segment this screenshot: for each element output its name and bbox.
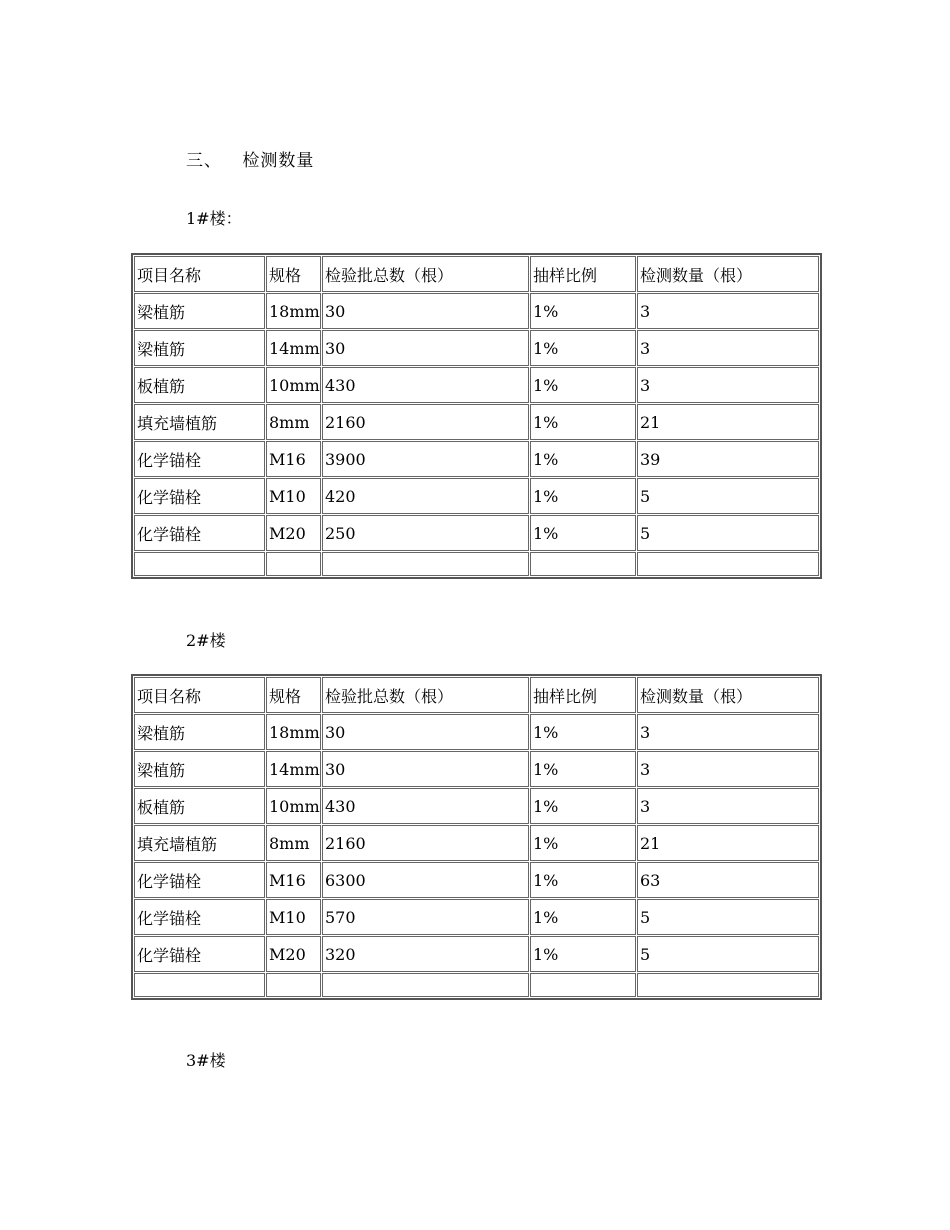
header-cell: 检验批总数（根） — [322, 256, 529, 292]
table-row — [134, 936, 819, 972]
table-cell: 3 — [637, 330, 819, 366]
section-title: 检测数量 — [242, 151, 315, 171]
table-cell: M16 — [266, 441, 321, 477]
header-cell: 规格 — [266, 256, 321, 292]
table-cell: 板植筋 — [134, 788, 265, 824]
header-cell: 项目名称 — [134, 256, 265, 292]
table-cell: 2160 — [322, 404, 529, 440]
table-cell: 18mm — [266, 293, 321, 329]
table-cell: 3 — [637, 714, 819, 750]
table-cell: 30 — [322, 751, 529, 787]
table-cell: 1% — [530, 899, 636, 935]
table-cell: 1% — [530, 441, 636, 477]
table-cell: 化学锚栓 — [134, 862, 265, 898]
table-cell: 1% — [530, 515, 636, 551]
table-cell: 3900 — [322, 441, 529, 477]
table-cell: 1% — [530, 825, 636, 861]
table-cell: M20 — [266, 515, 321, 551]
building-1-table — [131, 253, 822, 579]
table-cell: 化学锚栓 — [134, 441, 265, 477]
header-cell: 抽样比例 — [530, 256, 636, 292]
table-cell: 1% — [530, 714, 636, 750]
table-cell: 5 — [637, 515, 819, 551]
table-row — [134, 330, 819, 366]
empty-cell — [134, 973, 265, 997]
table-row — [134, 515, 819, 551]
empty-cell — [322, 973, 529, 997]
empty-cell — [266, 552, 321, 576]
table-cell: 填充墙植筋 — [134, 404, 265, 440]
table-row — [134, 367, 819, 403]
table-cell: 430 — [322, 788, 529, 824]
table-cell: 化学锚栓 — [134, 515, 265, 551]
table-cell: 5 — [637, 478, 819, 514]
table-cell: 10mm — [266, 367, 321, 403]
table-cell: 430 — [322, 367, 529, 403]
building-1-label: 1#楼： — [186, 209, 242, 228]
table-cell: 18mm — [266, 714, 321, 750]
table-cell: 570 — [322, 899, 529, 935]
table-cell: 3 — [637, 293, 819, 329]
table-cell: 化学锚栓 — [134, 899, 265, 935]
table-cell: 1% — [530, 293, 636, 329]
building-2-label: 2#楼 — [186, 631, 226, 650]
header-cell: 抽样比例 — [530, 677, 636, 713]
table-row — [134, 825, 819, 861]
table-cell: M20 — [266, 936, 321, 972]
empty-cell — [322, 552, 529, 576]
table-cell: 填充墙植筋 — [134, 825, 265, 861]
table-row — [134, 441, 819, 477]
table-cell: 21 — [637, 825, 819, 861]
table-row — [134, 788, 819, 824]
table-cell: 1% — [530, 788, 636, 824]
table-cell: 梁植筋 — [134, 714, 265, 750]
table-cell: 30 — [322, 714, 529, 750]
table-cell: M10 — [266, 478, 321, 514]
empty-cell — [530, 973, 636, 997]
table-row — [134, 862, 819, 898]
table-cell: 30 — [322, 293, 529, 329]
table-cell: 1% — [530, 404, 636, 440]
table-cell: 梁植筋 — [134, 330, 265, 366]
section-number: 三、 — [186, 151, 222, 171]
table-cell: 250 — [322, 515, 529, 551]
empty-cell — [637, 552, 819, 576]
header-cell: 项目名称 — [134, 677, 265, 713]
table-cell: 1% — [530, 751, 636, 787]
table-cell: 10mm — [266, 788, 321, 824]
header-cell: 检测数量（根） — [637, 677, 819, 713]
table-header-row — [134, 677, 819, 713]
empty-row — [134, 552, 819, 576]
table-cell: M16 — [266, 862, 321, 898]
table-row — [134, 714, 819, 750]
table-header-row — [134, 256, 819, 292]
table-cell: 14mm — [266, 330, 321, 366]
table-cell: 320 — [322, 936, 529, 972]
table-cell: 420 — [322, 478, 529, 514]
section-heading — [186, 146, 314, 171]
empty-cell — [637, 973, 819, 997]
table-cell: 化学锚栓 — [134, 936, 265, 972]
building-3-label: 3#楼 — [186, 1051, 226, 1070]
header-cell: 检验批总数（根） — [322, 677, 529, 713]
table-cell: 39 — [637, 441, 819, 477]
empty-cell — [530, 552, 636, 576]
table-cell: 14mm — [266, 751, 321, 787]
table-cell: 1% — [530, 330, 636, 366]
table-cell: 2160 — [322, 825, 529, 861]
table-cell: 63 — [637, 862, 819, 898]
table-cell: 1% — [530, 478, 636, 514]
table-cell: 30 — [322, 330, 529, 366]
table-cell: 21 — [637, 404, 819, 440]
table-row — [134, 404, 819, 440]
table-cell: 板植筋 — [134, 367, 265, 403]
table-cell: 1% — [530, 862, 636, 898]
table-cell: 化学锚栓 — [134, 478, 265, 514]
table-row — [134, 478, 819, 514]
table-cell: 梁植筋 — [134, 293, 265, 329]
table-cell: 3 — [637, 751, 819, 787]
table-cell: 8mm — [266, 825, 321, 861]
table-cell: 6300 — [322, 862, 529, 898]
empty-cell — [134, 552, 265, 576]
table-cell: 1% — [530, 936, 636, 972]
table-cell: 3 — [637, 788, 819, 824]
header-cell: 规格 — [266, 677, 321, 713]
empty-row — [134, 973, 819, 997]
table-row — [134, 293, 819, 329]
table-cell: 8mm — [266, 404, 321, 440]
table-cell: 5 — [637, 899, 819, 935]
table-cell: 梁植筋 — [134, 751, 265, 787]
table-row — [134, 899, 819, 935]
table-row — [134, 751, 819, 787]
table-cell: 3 — [637, 367, 819, 403]
building-2-table — [131, 674, 822, 1000]
header-cell: 检测数量（根） — [637, 256, 819, 292]
table-cell: 5 — [637, 936, 819, 972]
empty-cell — [266, 973, 321, 997]
table-cell: 1% — [530, 367, 636, 403]
table-cell: M10 — [266, 899, 321, 935]
